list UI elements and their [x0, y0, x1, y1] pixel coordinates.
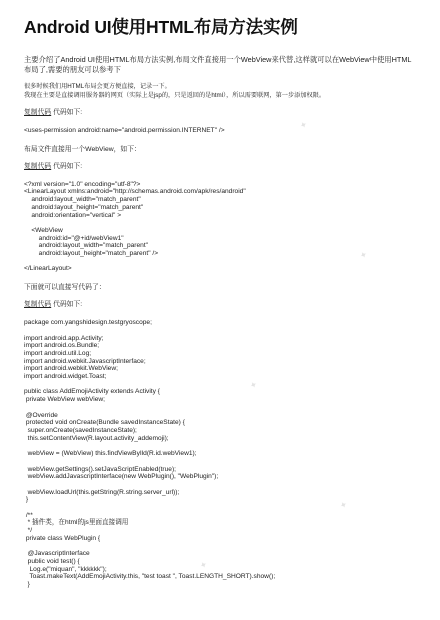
watermark-mark: ✦ — [247, 378, 260, 392]
copy-code-link-1[interactable]: 复制代码 — [24, 109, 52, 116]
layout-note: 布局文件直接用一个WebView，如下： — [24, 145, 141, 153]
copy-code-link-3[interactable]: 复制代码 — [24, 301, 52, 309]
watermark-mark: ✦ — [197, 558, 210, 572]
copy-code-suffix-3: 代码如下: — [51, 301, 83, 309]
note-paragraph — [24, 83, 418, 100]
copy-code-row-2 — [24, 162, 418, 171]
copy-code-row-1 — [24, 108, 418, 117]
copy-code-link-2[interactable]: 复制代码 — [24, 162, 52, 170]
watermark-mark: ✦ — [297, 118, 310, 132]
copy-code-suffix-2: 代码如下: — [51, 162, 83, 170]
note-line-2: 我现在主要是直接调用服务器的网页（实际上是jsp的，只是返回的是html），所以需要联网，第一步添加权限。 — [24, 91, 326, 99]
copy-code-row-3 — [24, 300, 418, 309]
intro-paragraph: 主要介绍了Android UI使用HTML布局方法实例,布局文件直接用一个WebView来代替,这样就可以在WebView中使用HTML布局了,需要的朋友可以参考下 — [24, 55, 412, 74]
page-title: Android UI使用HTML布局方法实例 — [24, 17, 298, 37]
watermark-mark: ✦ — [357, 248, 370, 262]
note-line-1: 很多时候我们用HTML布局会更方便直接，记录一下。 — [24, 83, 171, 90]
code-block-java: package com.yangshidesign.testgryoscope; import android.app.Activity; import android.os.Bundle; import android.util.Log; import android.webkit.JavascriptInterface; import android.webkit.WebView; import android.widget.Toast; public class AddEmojiActivity extends Activity { private WebView webView; @Override protected void onCreate(Bundle savedInstanceState) { super.onCreate(savedInstanceState); this.setContentView(R.layout.activity_addemoji); webView = (WebView) this.findViewByIld(R.id.webView1); webView.getSettings().setJavaScriptEnabled(true); webView.addJavascriptInterface(new WebPlugin(), "WebPlugin"); webView.loadUrl(this.getString(R.string.server_url)); } /** * 插件类，在html的js里面直接调用 */ private class WebPlugin { @JavascriptInterface public void test() { Log.e("miquan", "kkkkkk"); Toast.makeText(AddEmojiActivity.this, "test toast ", Toast.LENGTH_SHORT).show(); } — [24, 319, 276, 589]
code-block-layout: <?xml version="1.0" encoding="utf-8"?> <LinearLayout xmlns:android="http://schemas.android.com/apk/res/android" android:layout_width="match_parent" android:layout_height="match_parent" android:orientation="vertical" > <WebView android:id="@+id/webView1" android:layout_width="match_parent" android:layout_height="match_parent" /> </LinearLayout> — [24, 180, 246, 273]
watermark-mark: ✦ — [337, 498, 350, 512]
copy-code-suffix-1: 代码如下: — [51, 109, 83, 116]
code-block-permission: <uses-permission android:name="android.permission.INTERNET" /> — [24, 127, 225, 134]
code-note: 下面就可以直接写代码了： — [24, 284, 106, 292]
